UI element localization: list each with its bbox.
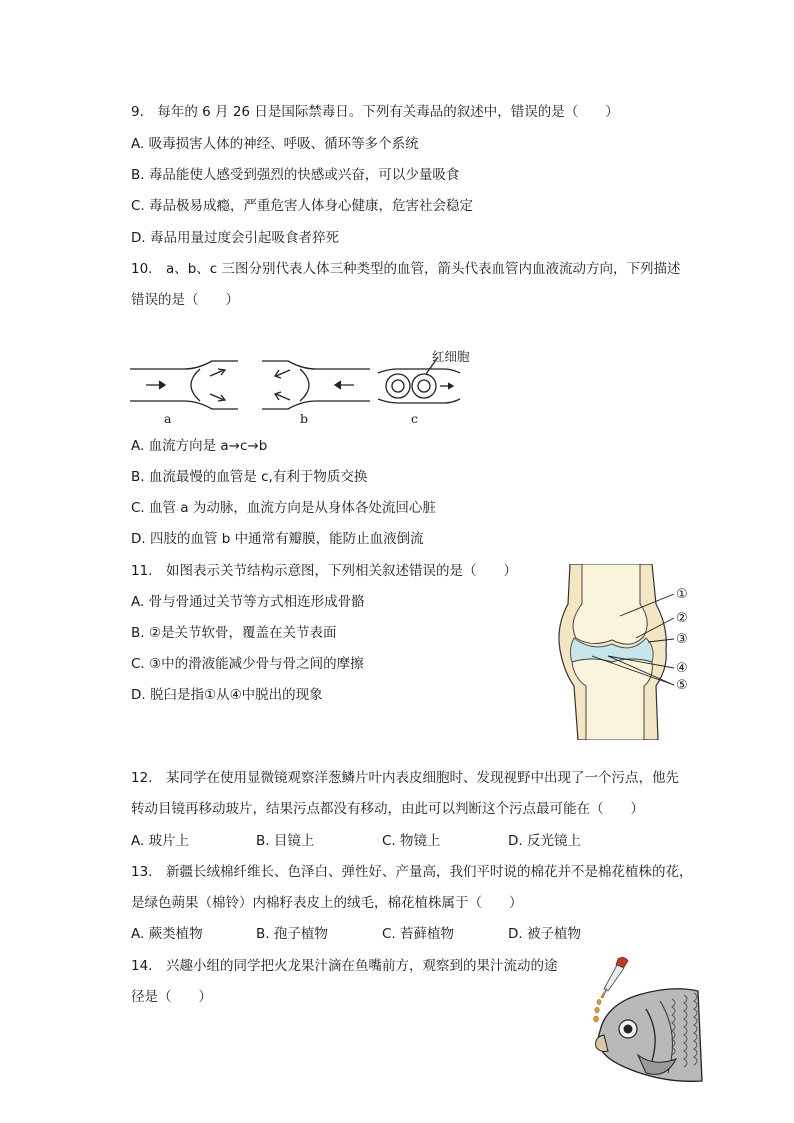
q11-stem: 11. 如图表示关节结构示意图，下列相关叙述错误的是（ ） — [131, 563, 517, 579]
q12-option-d: D. 反光镜上 — [508, 833, 581, 849]
joint-label-2: ② — [676, 611, 688, 626]
juice-drops — [594, 999, 602, 1022]
q11-option-d: D. 脱臼是指①从④中脱出的现象 — [131, 687, 323, 703]
q10-option-a: A. 血流方向是 a→c→b — [131, 438, 268, 454]
upper-bone — [573, 564, 647, 644]
q9-option-c: C. 毒品极易成瘾，严重危害人体身心健康，危害社会稳定 — [131, 198, 474, 214]
red-blood-cell-1 — [386, 374, 410, 398]
red-blood-cell-callout: 红细胞 — [432, 349, 470, 364]
q11-option-c: C. ③中的滑液能减少骨与骨之间的摩擦 — [131, 656, 364, 672]
q10-stem-line2: 错误的是（ ） — [131, 292, 239, 308]
vessel-b-label: b — [300, 411, 309, 426]
q11-option-a: A. 骨与骨通过关节等方式相连形成骨骼 — [131, 594, 365, 610]
joint-label-4: ④ — [676, 661, 688, 676]
q13-stem-line2: 是绿色蒴果（棉铃）内棉籽表皮上的绒毛，棉花植株属于（ ） — [131, 895, 523, 911]
q13-stem-line1: 13. 新疆长绒棉纤维长、色泽白、弹性好、产量高，我们平时说的棉花并不是棉花植株的花， — [131, 864, 693, 880]
q10-option-c: C. 血管 a 为动脉，血流方向是从身体各处流回心脏 — [131, 500, 436, 516]
q9-option-b: B. 毒品能使人感受到强烈的快感或兴奋，可以少量吸食 — [131, 167, 460, 183]
q13-option-d: D. 被子植物 — [508, 926, 581, 942]
q12-stem-line1: 12. 某同学在使用显微镜观察洋葱鳞片叶内表皮细胞时、发现视野中出现了一个污点，他先 — [131, 770, 679, 786]
vessel-c-label: c — [411, 411, 419, 426]
q12-option-c: C. 物镜上 — [382, 833, 441, 849]
dropper-icon — [601, 957, 628, 998]
q10-option-d: D. 四肢的血管 b 中通常有瓣膜，能防止血液倒流 — [131, 531, 424, 547]
q10-option-b: B. 血流最慢的血管是 c,有利于物质交换 — [131, 469, 368, 485]
q14-stem-line1: 14. 兴趣小组的同学把火龙果汁滴在鱼嘴前方，观察到的果汁流动的途 — [131, 958, 558, 974]
q12-stem-line2: 转动目镜再移动玻片，结果污点都没有移动，由此可以判断这个污点最可能在（ ） — [131, 801, 644, 817]
fish-dropper-figure — [580, 955, 704, 1085]
fish-head — [596, 989, 702, 1082]
joint-label-5: ⑤ — [676, 678, 688, 693]
q14-stem-line2: 径是（ ） — [131, 989, 212, 1005]
vessel-b — [262, 361, 370, 409]
q10-stem-line1: 10. a、b、c 三图分别代表人体三种类型的血管，箭头代表血管内血液流动方向，下列描述 — [131, 261, 681, 277]
q12-option-a: A. 玻片上 — [131, 833, 190, 849]
q13-option-c: C. 苔藓植物 — [382, 926, 455, 942]
vessel-a-label: a — [164, 411, 172, 426]
q9-option-d: D. 毒品用量过度会引起吸食者猝死 — [131, 230, 339, 246]
joint-label-3: ③ — [676, 632, 688, 647]
red-blood-cell-2 — [412, 374, 436, 398]
q13-option-b: B. 孢子植物 — [256, 926, 328, 942]
q13-option-a: A. 蕨类植物 — [131, 926, 203, 942]
q12-option-b: B. 目镜上 — [256, 833, 315, 849]
q9-stem: 9. 每年的 6 月 26 日是国际禁毒日。下列有关毒品的叙述中，错误的是（ ） — [131, 104, 619, 120]
joint-label-1: ① — [676, 587, 688, 602]
vessel-a — [130, 361, 238, 409]
q11-option-b: B. ②是关节软骨，覆盖在关节表面 — [131, 625, 337, 641]
q9-option-a: A. 吸毒损害人体的神经、呼吸、循环等多个系统 — [131, 136, 419, 152]
